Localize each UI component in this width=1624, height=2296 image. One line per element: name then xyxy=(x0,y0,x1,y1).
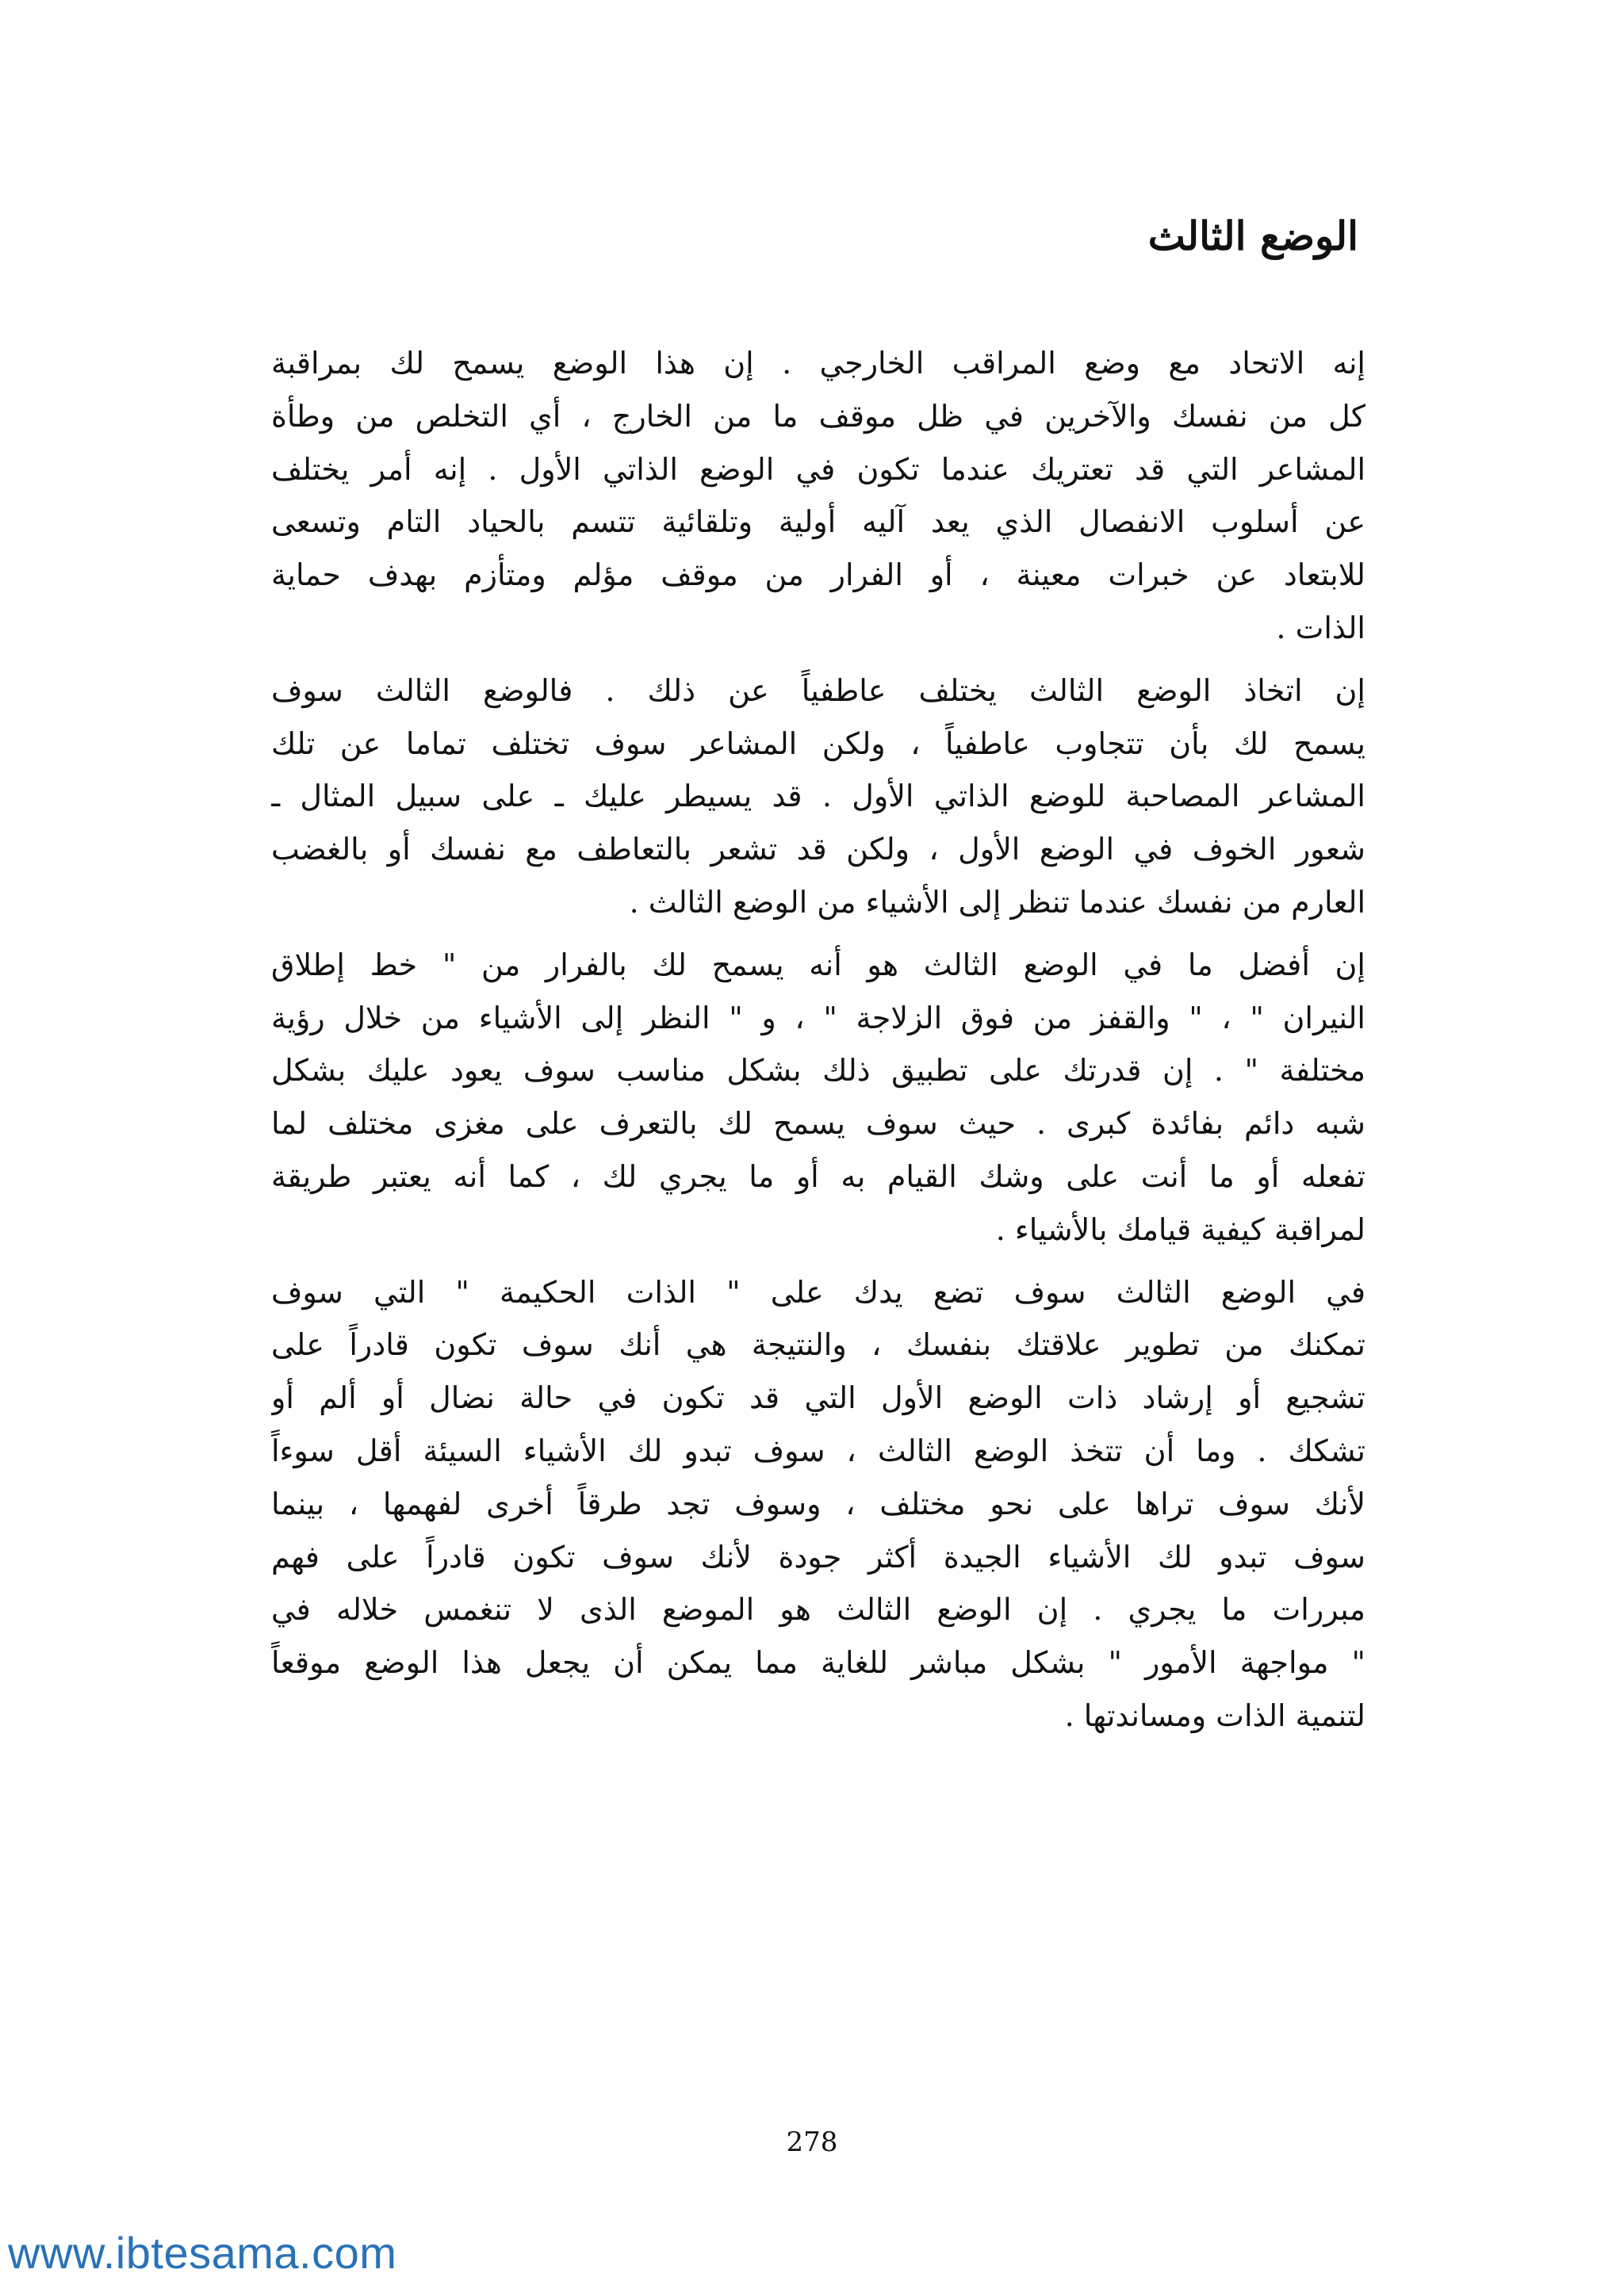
paragraph-1 xyxy=(271,337,1365,655)
text-line: سوف تبدو لك الأشياء الجيدة أكثر جودة لأنك سوف تكون قادراً على فهم xyxy=(271,1539,1365,1575)
text-line: في الوضع الثالث سوف تضع يدك على " الذات الحكيمة " التي سوف xyxy=(271,1274,1365,1310)
text-line: تشجيع أو إرشاد ذات الوضع الأول التي قد تكون في حالة نضال أو ألم أو xyxy=(271,1380,1365,1416)
section-heading: الوضع الثالث xyxy=(1147,212,1358,259)
text-line: إن اتخاذ الوضع الثالث يختلف عاطفياً عن ذلك . فالوضع الثالث سوف xyxy=(271,672,1365,708)
text-line: لتنمية الذات ومساندتها . xyxy=(1064,1697,1365,1733)
text-line: عن أسلوب الانفصال الذي يعد آليه أولية وتلقائية تتسم بالحياد التام وتسعى xyxy=(271,504,1365,540)
text-line: العارم من نفسك عندما تنظر إلى الأشياء من الوضع الثالث . xyxy=(629,884,1365,920)
page-number: 278 xyxy=(786,2126,838,2158)
text-line: مختلفة " . إن قدرتك على تطبيق ذلك بشكل مناسب سوف يعود عليك بشكل xyxy=(271,1053,1365,1089)
text-line: لأنك سوف تراها على نحو مختلف ، وسوف تجد طرقاً أخرى لفهمها ، بينما xyxy=(271,1486,1365,1521)
text-line: تمكنك من تطوير علاقتك بنفسك ، والنتيجة هي أنك سوف تكون قادراً على xyxy=(271,1327,1365,1363)
site-watermark: www.ibtesama.com xyxy=(8,2228,397,2278)
text-line: شعور الخوف في الوضع الأول ، ولكن قد تشعر بالتعاطف مع نفسك أو بالغضب xyxy=(271,832,1365,867)
paragraph-3 xyxy=(271,939,1365,1257)
text-line: إن أفضل ما في الوضع الثالث هو أنه يسمح لك بالفرار من " خط إطلاق xyxy=(271,947,1365,982)
text-line: يسمح لك بأن تتجاوب عاطفياً ، ولكن المشاعر سوف تختلف تماما عن تلك xyxy=(271,725,1365,761)
paragraph-4 xyxy=(271,1266,1365,1743)
text-line: لمراقبة كيفية قيامك بالأشياء . xyxy=(995,1211,1365,1247)
body-text xyxy=(271,337,1365,1752)
text-line: المشاعر المصاحبة للوضع الذاتي الأول . قد يسيطر عليك ـ على سبيل المثال ـ xyxy=(271,779,1365,814)
text-line: كل من نفسك والآخرين في ظل موقف ما من الخارج ، أي التخلص من وطأة xyxy=(271,398,1365,434)
text-line: تفعله أو ما أنت على وشك القيام به أو ما يجري لك ، كما أنه يعتبر طريقة xyxy=(271,1158,1365,1194)
text-line: الذات . xyxy=(1276,610,1365,645)
text-line: إنه الاتحاد مع وضع المراقب الخارجي . إن هذا الوضع يسمح لك بمراقبة xyxy=(271,346,1365,381)
text-line: شبه دائم بفائدة كبرى . حيث سوف يسمح لك بالتعرف على مغزى مختلف لما xyxy=(271,1106,1365,1142)
text-line: للابتعاد عن خبرات معينة ، أو الفرار من موقف مؤلم ومتأزم بهدف حماية xyxy=(271,557,1365,593)
text-line: تشكك . وما أن تتخذ الوضع الثالث ، سوف تبدو لك الأشياء السيئة أقل سوءاً xyxy=(271,1433,1365,1468)
text-line: النيران " ، " والقفز من فوق الزلاجة " ، و " النظر إلى الأشياء من خلال رؤية xyxy=(271,1000,1365,1035)
paragraph-2 xyxy=(271,664,1365,929)
text-line: " مواجهة الأمور " بشكل مباشر للغاية مما يمكن أن يجعل هذا الوضع موقعاً xyxy=(271,1645,1365,1681)
text-line: المشاعر التي قد تعتريك عندما تكون في الوضع الذاتي الأول . إنه أمر يختلف xyxy=(271,451,1365,487)
text-line: مبررات ما يجري . إن الوضع الثالث هو الموضع الذى لا تنغمس خلاله في xyxy=(271,1592,1365,1628)
